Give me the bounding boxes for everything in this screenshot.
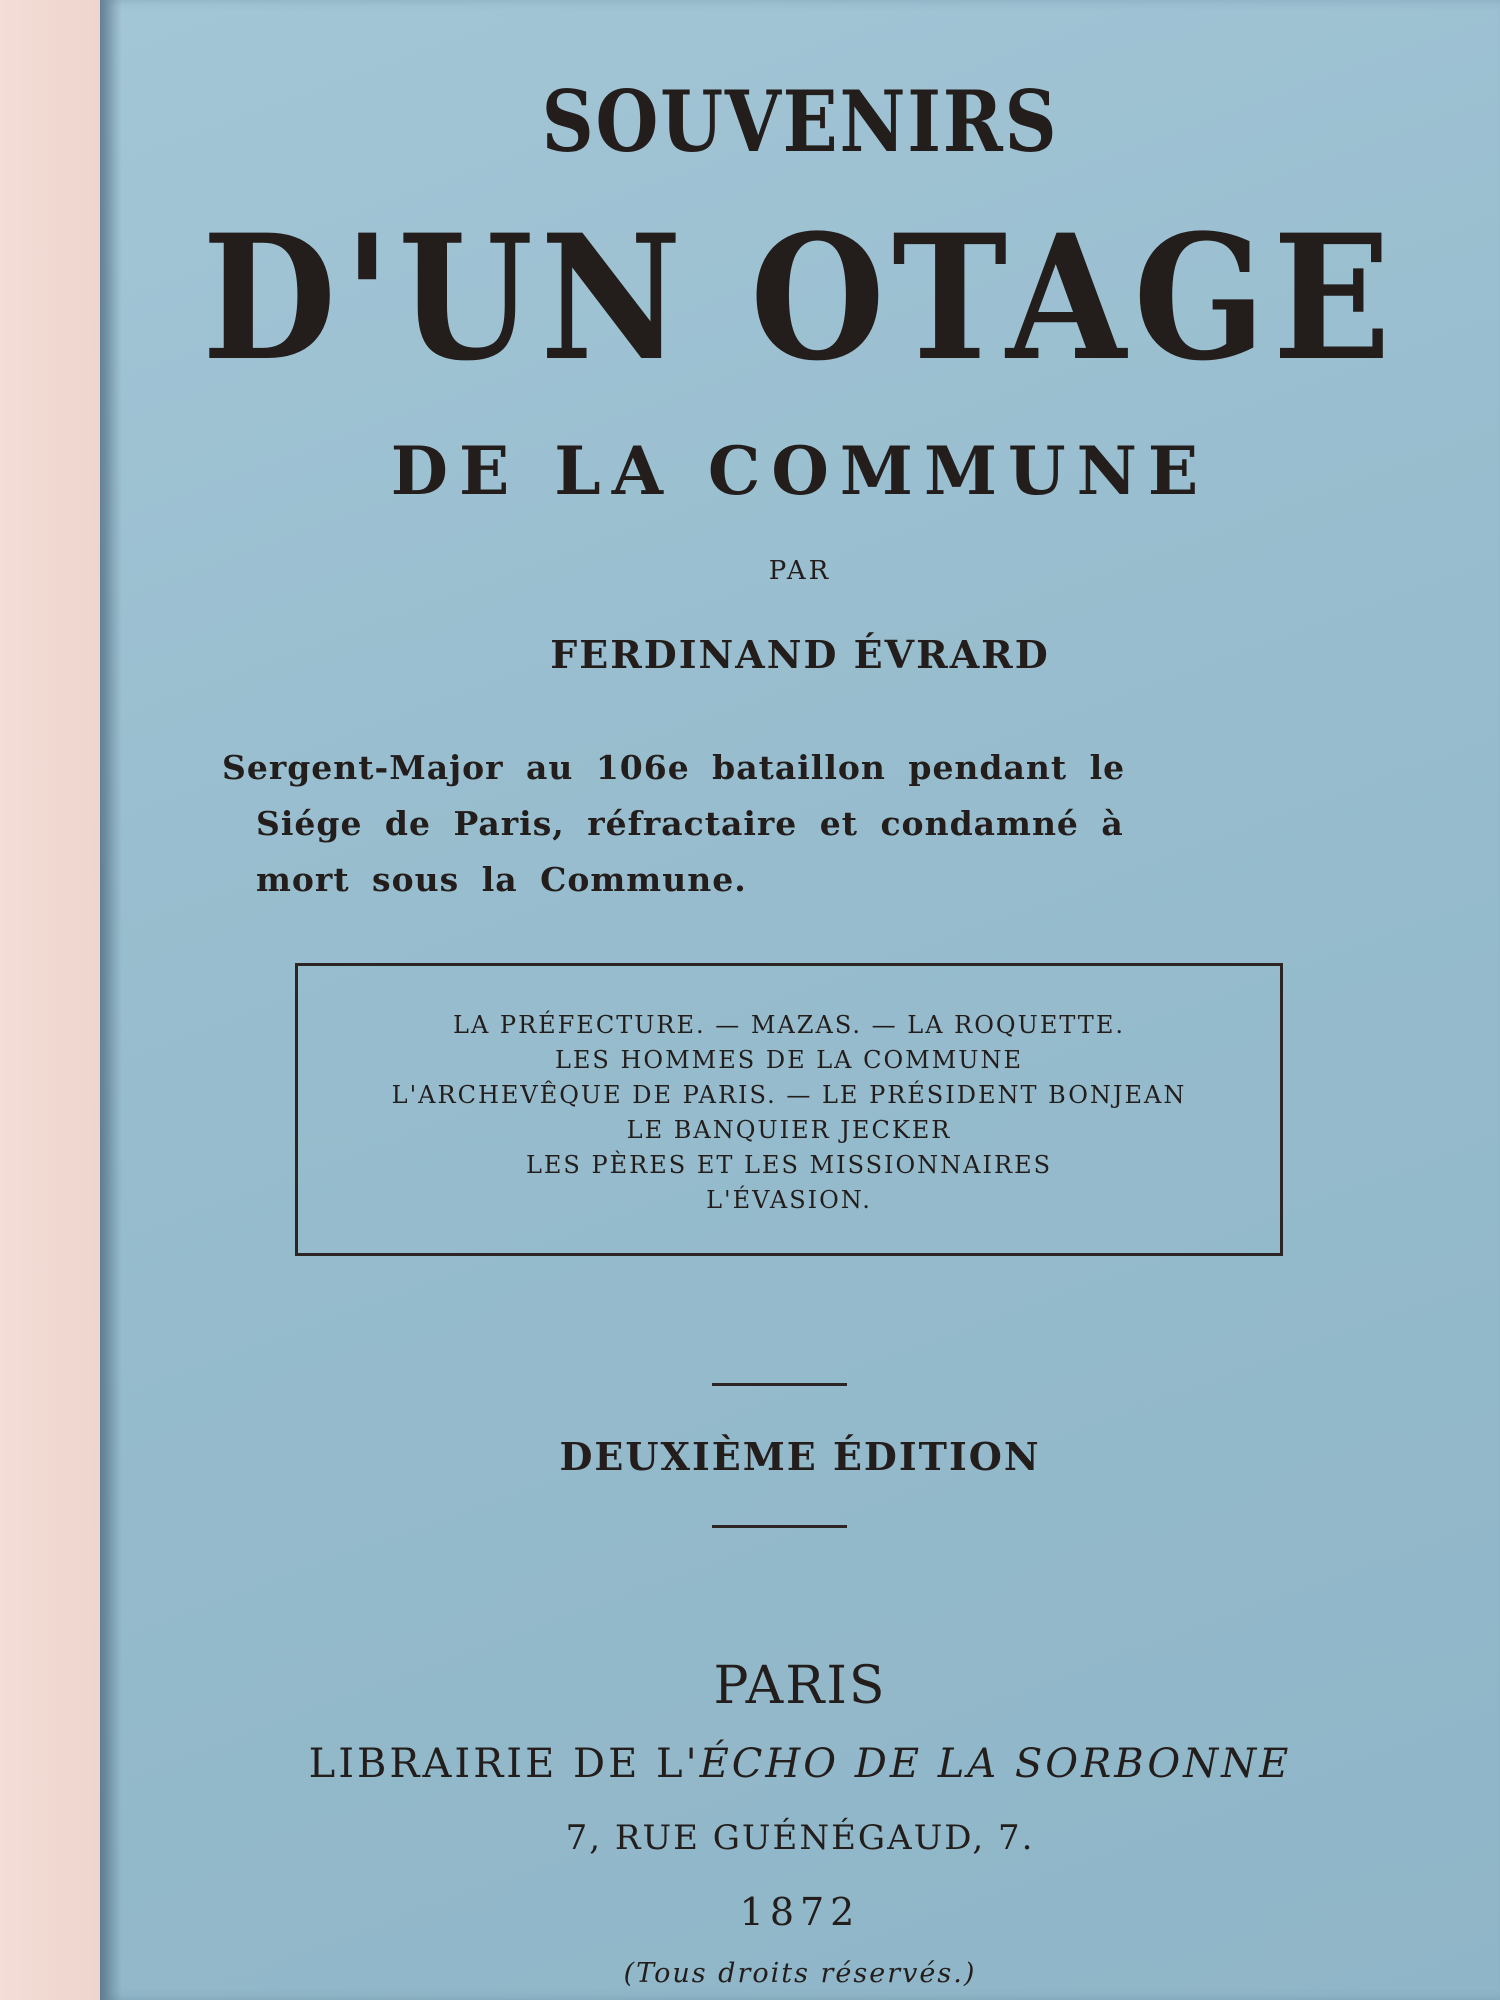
contents-item: LES PÈRES ET LES MISSIONNAIRES (525, 1151, 1053, 1179)
divider-bottom (712, 1525, 847, 1528)
title-line-1: SOUVENIRS (541, 72, 1059, 171)
contents-item: LE BANQUIER JECKER (626, 1116, 952, 1144)
title-line-2: D'UN OTAGE (202, 196, 1398, 399)
contents-box (295, 963, 1283, 1256)
by-label: PAR (768, 556, 832, 586)
contents-item: L'ARCHEVÊQUE DE PARIS. — LE PRÉSIDENT BONJEAN (391, 1081, 1187, 1109)
publisher-prefix: LIBRAIRIE DE L' (308, 1741, 700, 1787)
author-description (222, 740, 1362, 908)
title-line-3: DE LA COMMUNE (390, 432, 1210, 510)
publisher-name: ÉCHO DE LA SORBONNE (699, 1741, 1292, 1787)
rights-notice: (Tous droits réservés.) (623, 1958, 977, 1989)
publisher (100, 1741, 1500, 1787)
address: 7, RUE GUÉNÉGAUD, 7. (565, 1818, 1035, 1858)
contents-item: LA PRÉFECTURE. — MAZAS. — LA ROQUETTE. (453, 1011, 1125, 1039)
contents-list (298, 966, 1280, 1218)
author-description-line: mort sous la Commune. (256, 860, 747, 899)
year: 1872 (739, 1890, 861, 1934)
author-description-line: Sergent-Major au 106e bataillon pendant le (222, 748, 1126, 787)
author-name: FERDINAND ÉVRARD (550, 632, 1050, 677)
contents-item: L'ÉVASION. (706, 1186, 872, 1214)
city: PARIS (713, 1656, 887, 1716)
contents-item: LES HOMMES DE LA COMMUNE (554, 1046, 1024, 1074)
author-description-line: Siége de Paris, réfractaire et condamné à (256, 804, 1124, 843)
edition-label: DEUXIÈME ÉDITION (559, 1434, 1041, 1479)
divider-top (712, 1383, 847, 1386)
